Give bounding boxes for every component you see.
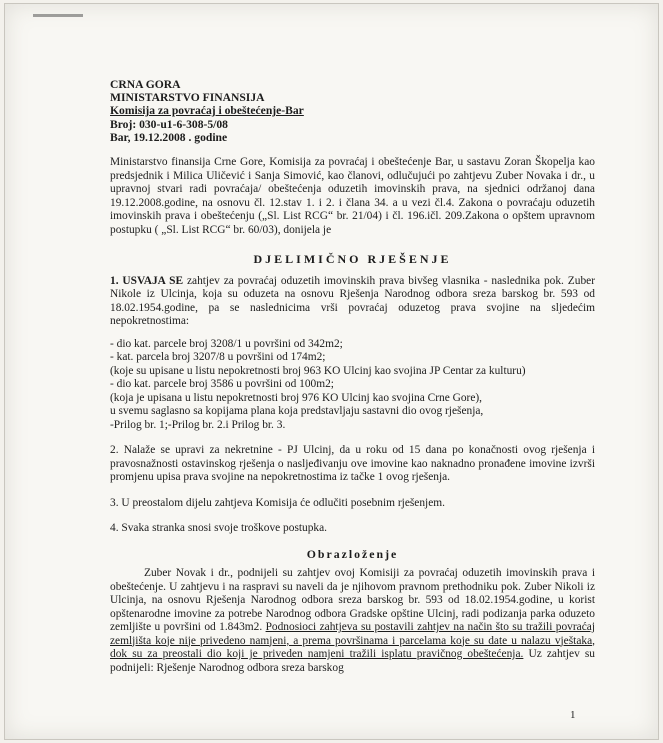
reasoning-title: Obrazloženje [306, 546, 399, 561]
reasoning-tail: Uz zahtjev su podnijeli: Rješenje Narodnog odbora sreza barskog [110, 648, 596, 674]
page-number: 1 [570, 709, 576, 721]
intro-paragraph: Ministarstvo finansija Crne Gore, Komisija za povraćaj i obeštećenje Bar, u sastavu Zoran Škopelja kao predsjednik i Milica Uličević i Sanja Simović, kao članovi, odlučujući po zahtjevu Zuber Novaka i dr., u upravnoj stvari radi povraćaja/ obeštećenja oduzetih imovinskih prava, na sjednici održanoj dana 19.12.2008.godine, na osnovu čl. 12.stav 1. i 2. i člana 34. a u vezi čl.4. Zakona o povraćaju oduzetih imovinskih prava i obeštećenju („Sl. List RCG“ br. 21/04) i čl. 196.ičl. 209.Zakona o opštem upravnom postupku ( „Sl. List RCG“ br. 60/03), donijela je [110, 156, 595, 236]
document-page [4, 3, 659, 740]
parcel-line: -Prilog br. 1;-Prilog br. 2.i Prilog br. 3. [110, 418, 286, 431]
parcel-line: (koja je upisana u listu nepokretnosti broj 976 KO Ulcinj kao svojina Crne Gore), [110, 391, 483, 404]
item-1-lead: 1. USVAJA SE [110, 274, 184, 287]
item-3: 3. U preostalom dijelu zahtjeva Komisija će odlučiti posebnim rješenjem. [110, 496, 445, 509]
reasoning-text: Zuber Novak i dr., podnijeli su zahtjev ovoj Komisiji za povraćaj oduzetih imovinskih prava i obeštećenje. U zahtjevu i na raspravi su naveli da je njihovom pravnom prethodniku pok. Zuber Nikoli iz Ulcinja, na osnovu Rješenja Narodnog odbora sreza barskog br. 593 od 18.02.1954.godine, u korist opštenarodne imovine za potrebe Narodnog odbora Gradske opštine Ulcinj, radi podizanja parka oduzeto zemljište u površini od 1.843m2. [110, 567, 595, 634]
header-date: Bar, 19.12.2008 . godine [110, 130, 228, 144]
item-4: 4. Svaka stranka snosi svoje troškove postupka. [110, 522, 328, 535]
scan-mark [33, 14, 83, 17]
header-country: CRNA GORA [110, 78, 181, 91]
header-number: Broj: 030-u1-6-308-5/08 [110, 117, 228, 131]
document-body [110, 78, 595, 675]
reasoning-underlined-text: Podnosioci zahtjeva su postavili zahtjev na način što su tražili povraćaj zemljišta koje nije privedeno namjeni, a prema površinama i parcelama koje su date u nalazu vještaka, dok su za preostali dio koji je priveden namjeni tražili isplatu pravičnog obeštećenja. [110, 621, 595, 661]
parcel-line: - kat. parcela broj 3207/8 u površini od 174m2; [110, 351, 326, 364]
header-ministry: MINISTARSTVO FINANSIJA [110, 91, 265, 105]
parcel-line: u svemu saglasno sa kopijama plana koja predstavljaju sastavni dio ovog rješenja, [110, 405, 484, 418]
item-2: 2. Nalaže se upravi za nekretnine - PJ Ulcinj, da u roku od 15 dana po konačnosti ovog rješenja i pravosnažnosti ostavinskog rješenja o nasljeđivanju ove imovine kao naknadno pronađene imovine izvrši promjenu upisa prava svojine na nepokretnostima iz tačke 1 ovog rješenja. [110, 444, 595, 484]
parcel-line: - dio kat. parcele broj 3586 u površini od 100m2; [110, 378, 334, 391]
decision-title: DJELIMIČNO RJEŠENJE [253, 252, 452, 267]
parcel-line: - dio kat. parcele broj 3208/1 u površini od 342m2; [110, 337, 343, 350]
item-1 [110, 275, 595, 329]
parcel-list [110, 338, 595, 433]
reasoning-paragraph [110, 567, 595, 675]
item-1-text: zahtjev za povraćaj oduzetih imovinskih prava bivšeg vlasnika - naslednika pok. Zuber Nikole iz Ulcinja, koja su oduzeta na osnovu Rješenja Narodnog odbora sreza barskog br. 593 od 18.02.1954.godine, pa se naslednicima vrši povraćaj oduzetog prava svojine na sljedećim nepokretnostima: [110, 274, 595, 328]
header-commission: Komisija za povraćaj i obeštećenje-Bar [110, 104, 304, 118]
parcel-line: (koje su upisane u listu nepokretnosti broj 963 KO Ulcinj kao svojina JP Centar za kulturu) [110, 364, 526, 377]
